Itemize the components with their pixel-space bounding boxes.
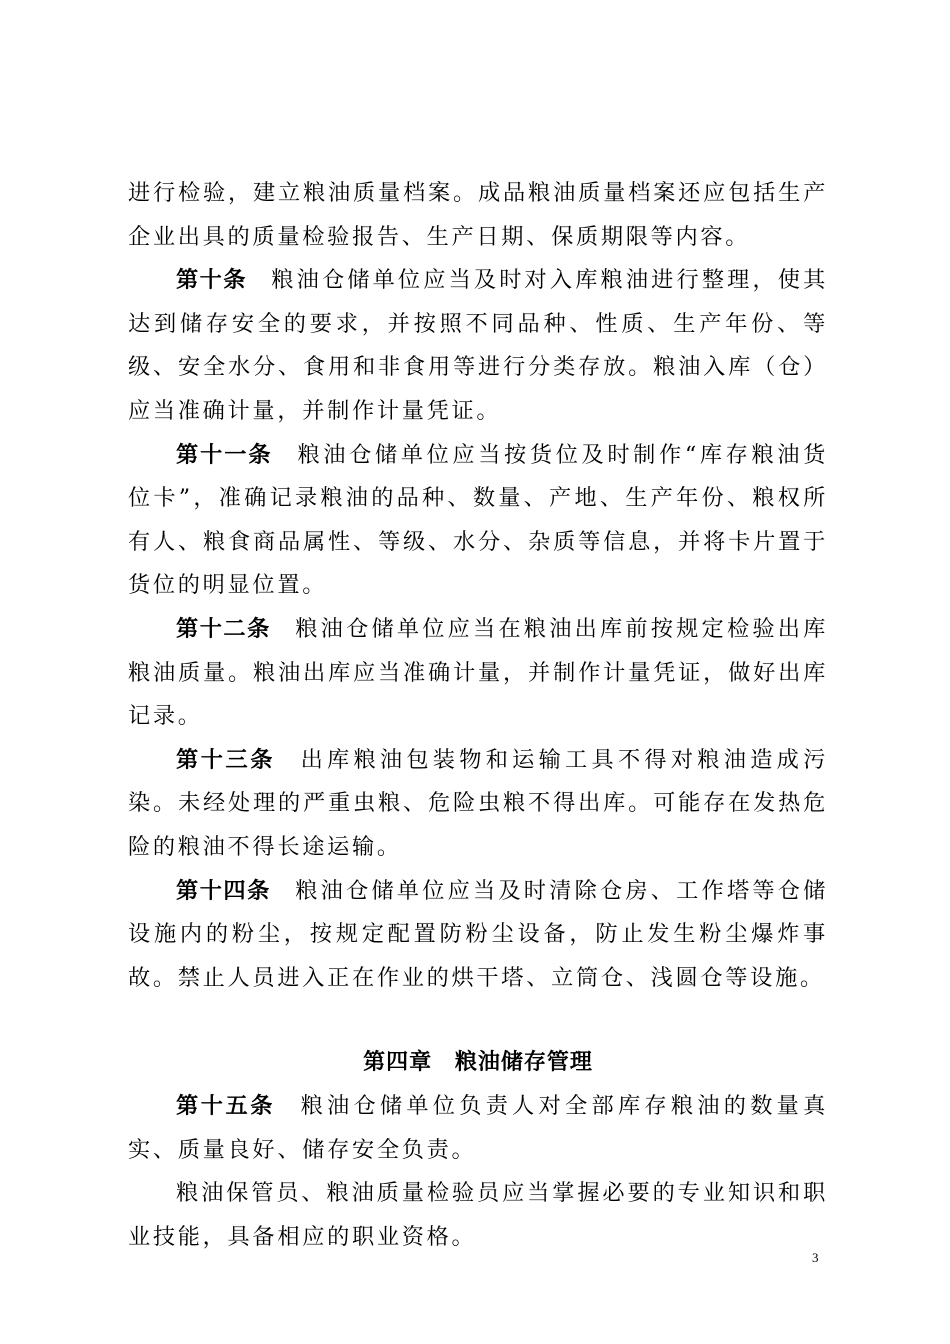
paragraph-p10	[128, 259, 828, 433]
paragraph-group-before	[128, 172, 828, 1000]
chapter-number: 第四章	[363, 1050, 433, 1076]
paragraph-p12	[128, 608, 828, 739]
paragraph-p0	[128, 172, 828, 259]
article-heading: 第十二条	[176, 615, 271, 642]
chapter-heading	[128, 1041, 828, 1085]
article-heading: 第十一条	[176, 441, 273, 468]
paragraph-p13	[128, 739, 828, 870]
paragraph-p14	[128, 870, 828, 1001]
paragraph-group-after	[128, 1085, 828, 1259]
paragraph-p11	[128, 434, 828, 608]
article-heading: 第十条	[176, 267, 247, 294]
document-body	[128, 172, 828, 1260]
paragraph-text: 出库粮油包装物和运输工具不得对粮油造成污染。未经处理的严重虫粮、危险虫粮不得出库。可能存在发热危险的粮油不得长途运输。	[128, 746, 828, 860]
article-heading: 第十三条	[176, 746, 275, 773]
paragraph-text: 粮油仓储单位应当及时清除仓房、工作塔等仓储设施内的粉尘，按规定配置防粉尘设备，防止发生粉尘爆炸事故。禁止人员进入正在作业的烘干塔、立筒仓、浅圆仓等设施。	[128, 877, 829, 991]
article-heading: 第十五条	[176, 1093, 275, 1120]
paragraph-text: 粮油仓储单位负责人对全部库存粮油的数量真实、质量良好、储存安全负责。	[128, 1093, 828, 1163]
paragraph-text: 粮油仓储单位应当按货位及时制作“库存粮油货位卡”，准确记录粮油的品种、数量、产地、生产年份、粮权所有人、粮食商品属性、等级、水分、杂质等信息，并将卡片置于货位的明显位置。	[128, 441, 829, 599]
paragraph-p15b	[128, 1172, 828, 1259]
paragraph-text: 粮油保管员、粮油质量检验员应当掌握必要的专业知识和职业技能，具备相应的职业资格。	[128, 1180, 828, 1251]
chapter-title: 粮油储存管理	[454, 1050, 593, 1076]
paragraph-text: 进行检验，建立粮油质量档案。成品粮油质量档案还应包括生产企业出具的质量检验报告、生产日期、保质期限等内容。	[128, 180, 828, 250]
paragraph-text: 粮油仓储单位应当在粮油出库前按规定检验出库粮油质量。粮油出库应当准确计量，并制作计量凭证，做好出库记录。	[128, 615, 829, 730]
paragraph-p15	[128, 1085, 828, 1172]
article-heading: 第十四条	[176, 877, 271, 904]
page-number: 3	[812, 1250, 819, 1265]
paragraph-text: 粮油仓储单位应当及时对入库粮油进行整理，使其达到储存安全的要求，并按照不同品种、性质、生产年份、等级、安全水分、食用和非食用等进行分类存放。粮油入库（仓）应当准确计量，并制作计量凭证。	[128, 267, 828, 424]
